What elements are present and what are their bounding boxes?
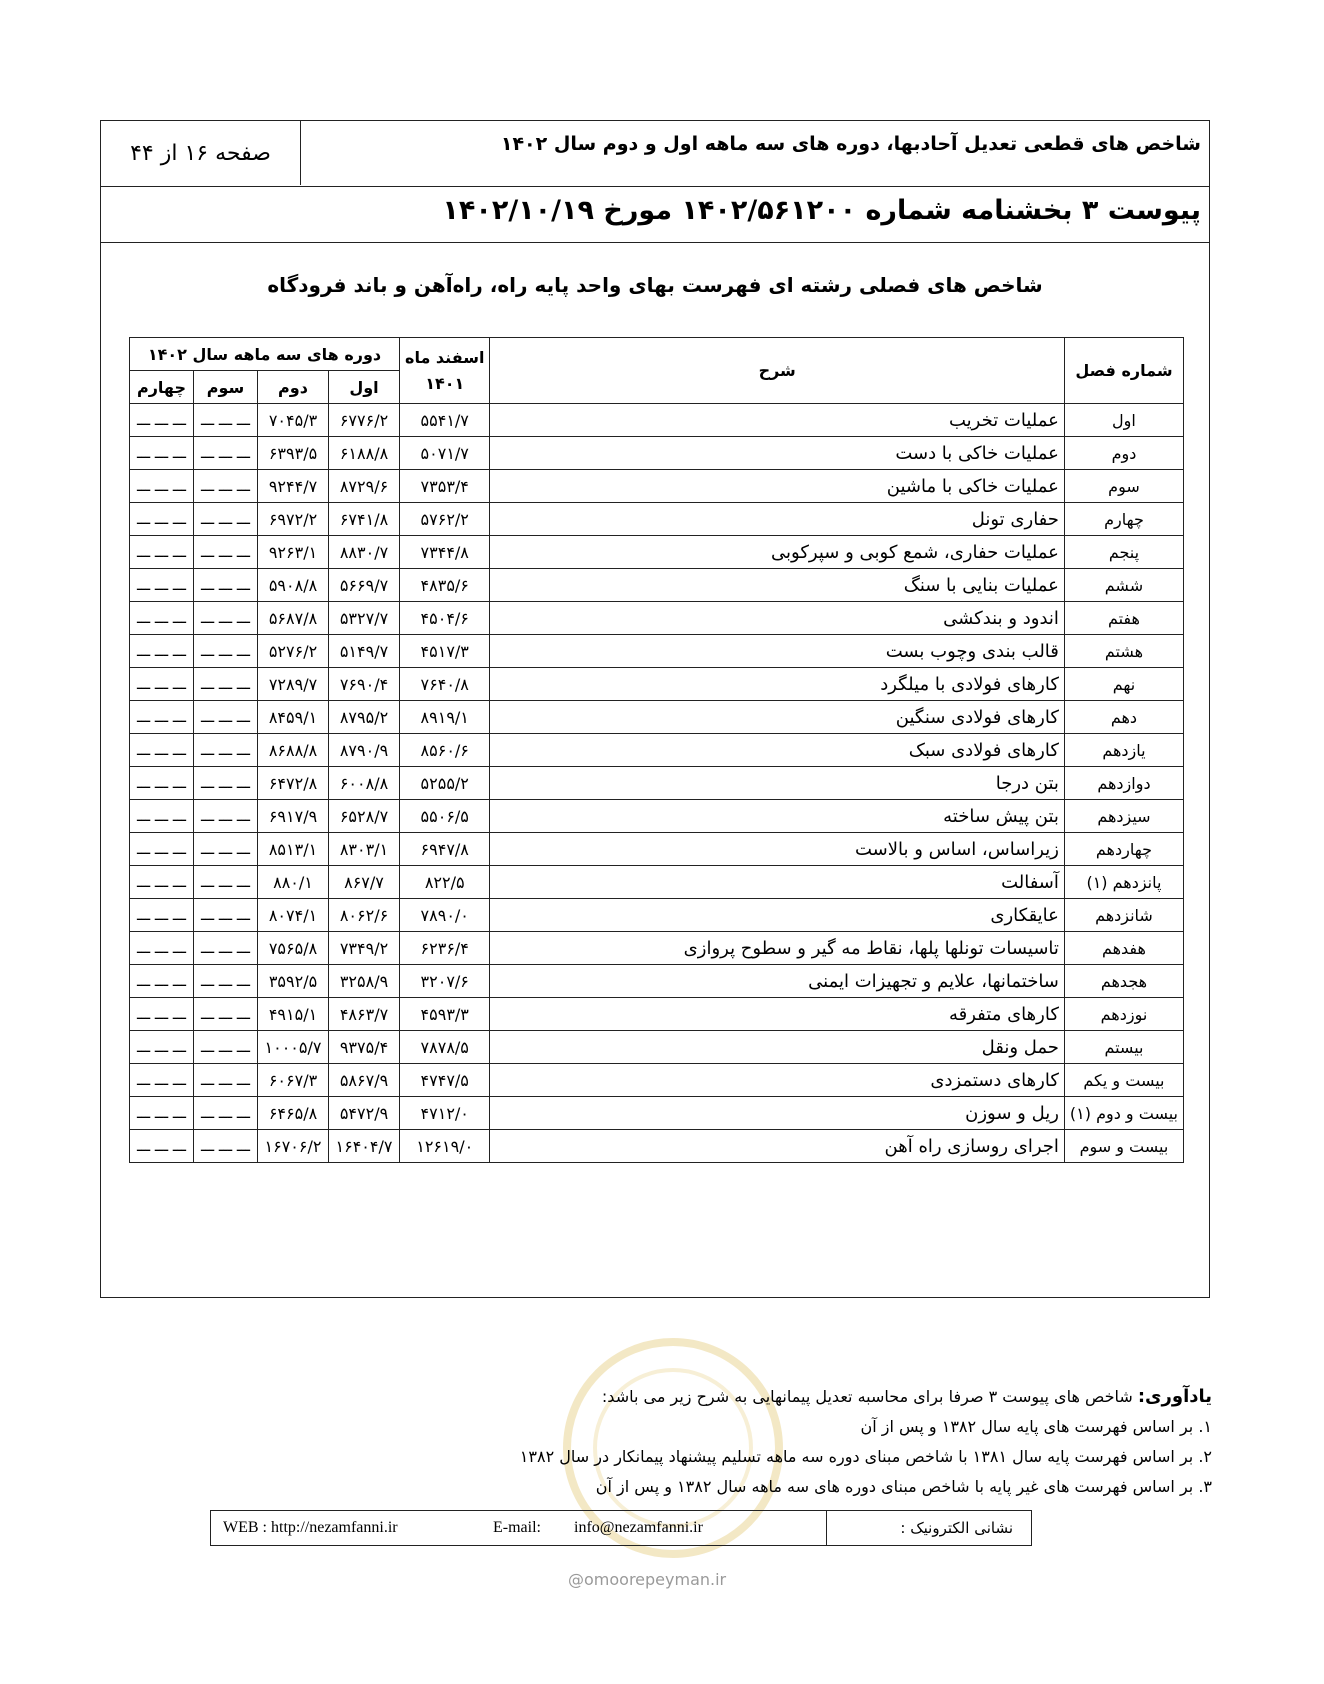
description-cell: بتن پیش ساخته (490, 800, 1064, 833)
q2-value: ۶۹۷۲/۲ (258, 503, 329, 536)
q4-value: ـــ ـــ ـــ (130, 602, 194, 635)
table-row (130, 866, 1184, 899)
q3-value: ـــ ـــ ـــ (194, 734, 258, 767)
table-row (130, 1064, 1184, 1097)
table-row (130, 1130, 1184, 1163)
chapter-cell: دوازدهم (1064, 767, 1183, 800)
esfand-value: ۵۷۶۲/۲ (400, 503, 490, 536)
q3-value: ـــ ـــ ـــ (194, 470, 258, 503)
description-cell: کارهای دستمزدی (490, 1064, 1064, 1097)
description-cell: اندود و بندکشی (490, 602, 1064, 635)
description-cell: ریل و سوزن (490, 1097, 1064, 1130)
q1-value: ۸۳۰۳/۱ (329, 833, 400, 866)
esfand-value: ۳۲۰۷/۶ (400, 965, 490, 998)
q1-value: ۶۱۸۸/۸ (329, 437, 400, 470)
q4-value: ـــ ـــ ـــ (130, 1064, 194, 1097)
q3-value: ـــ ـــ ـــ (194, 932, 258, 965)
table-row (130, 503, 1184, 536)
q3-value: ـــ ـــ ـــ (194, 437, 258, 470)
note-item-3: ۳. بر اساس فهرست های غیر پایه با شاخص مبنای دوره های سه ماهه سال ۱۳۸۲ و پس از آن (595, 1477, 1212, 1496)
esfand-value: ۶۲۳۶/۴ (400, 932, 490, 965)
col-header-q4: چهارم (130, 371, 194, 404)
description-cell: زیراساس، اساس و بالاست (490, 833, 1064, 866)
table-row (130, 701, 1184, 734)
q3-value: ـــ ـــ ـــ (194, 569, 258, 602)
q2-value: ۶۴۶۵/۸ (258, 1097, 329, 1130)
esfand-value: ۷۸۷۸/۵ (400, 1031, 490, 1064)
q2-value: ۳۵۹۲/۵ (258, 965, 329, 998)
chapter-cell: شانزدهم (1064, 899, 1183, 932)
col-header-esfand (400, 338, 490, 404)
reminder-note (520, 1382, 1212, 1502)
q4-value: ـــ ـــ ـــ (130, 866, 194, 899)
note-heading: یادآوری: (1137, 1386, 1212, 1407)
table-title: شاخص های فصلی رشته ای فهرست بهای واحد پایه راه، راه‌آهن و باند فرودگاه (267, 273, 1043, 297)
q4-value: ـــ ـــ ـــ (130, 404, 194, 437)
email-link[interactable]: info@nezamfanni.ir (574, 1519, 703, 1536)
q3-value: ـــ ـــ ـــ (194, 1064, 258, 1097)
contact-box (210, 1510, 1032, 1546)
q1-value: ۶۷۴۱/۸ (329, 503, 400, 536)
col-header-esfand-line1: اسفند ماه (405, 347, 485, 367)
q1-value: ۷۳۴۹/۲ (329, 932, 400, 965)
q2-value: ۶۹۱۷/۹ (258, 800, 329, 833)
table-row (130, 734, 1184, 767)
table-body (130, 404, 1184, 1163)
esfand-value: ۴۷۱۲/۰ (400, 1097, 490, 1130)
chapter-cell: هشتم (1064, 635, 1183, 668)
esfand-value: ۷۸۹۰/۰ (400, 899, 490, 932)
q1-value: ۶۷۷۶/۲ (329, 404, 400, 437)
q4-value: ـــ ـــ ـــ (130, 767, 194, 800)
q3-value: ـــ ـــ ـــ (194, 503, 258, 536)
page-number: صفحه ۱۶ از ۴۴ (101, 121, 301, 185)
esfand-value: ۸۵۶۰/۶ (400, 734, 490, 767)
q3-value: ـــ ـــ ـــ (194, 404, 258, 437)
q4-value: ـــ ـــ ـــ (130, 569, 194, 602)
description-cell: بتن درجا (490, 767, 1064, 800)
annex-row (101, 187, 1209, 243)
q3-value: ـــ ـــ ـــ (194, 767, 258, 800)
description-cell: عایقکاری (490, 899, 1064, 932)
chapter-cell: پانزدهم (۱) (1064, 866, 1183, 899)
q4-value: ـــ ـــ ـــ (130, 800, 194, 833)
chapter-cell: چهاردهم (1064, 833, 1183, 866)
q4-value: ـــ ـــ ـــ (130, 668, 194, 701)
q1-value: ۴۸۶۳/۷ (329, 998, 400, 1031)
q4-value: ـــ ـــ ـــ (130, 1130, 194, 1163)
note-intro: شاخص های پیوست ۳ صرفا برای محاسبه تعدیل پیمانهایی به شرح زیر می باشد: (601, 1387, 1138, 1406)
q1-value: ۸۷۹۵/۲ (329, 701, 400, 734)
q1-value: ۱۶۴۰۴/۷ (329, 1130, 400, 1163)
chapter-cell: بیست و یکم (1064, 1064, 1183, 1097)
col-header-q1: اول (329, 371, 400, 404)
q3-value: ـــ ـــ ـــ (194, 635, 258, 668)
description-cell: ساختمانها، علایم و تجهیزات ایمنی (490, 965, 1064, 998)
table-row (130, 1097, 1184, 1130)
q1-value: ۸۰۶۲/۶ (329, 899, 400, 932)
col-header-q3: سوم (194, 371, 258, 404)
col-header-quarter-group: دوره های سه ماهه سال ۱۴۰۲ (130, 338, 400, 371)
q1-value: ۷۶۹۰/۴ (329, 668, 400, 701)
table-row (130, 899, 1184, 932)
esfand-value: ۷۶۴۰/۸ (400, 668, 490, 701)
q1-value: ۵۱۴۹/۷ (329, 635, 400, 668)
description-cell: عملیات خاکی با ماشین (490, 470, 1064, 503)
q2-value: ۴۹۱۵/۱ (258, 998, 329, 1031)
q2-value: ۵۲۷۶/۲ (258, 635, 329, 668)
document-title: شاخص های قطعی تعدیل آحادبها، دوره های سه ماهه اول و دوم سال ۱۴۰۲ (500, 133, 1201, 155)
esfand-value: ۵۵۰۶/۵ (400, 800, 490, 833)
q3-value: ـــ ـــ ـــ (194, 899, 258, 932)
q2-value: ۶۰۶۷/۳ (258, 1064, 329, 1097)
q1-value: ۹۳۷۵/۴ (329, 1031, 400, 1064)
chapter-cell: دهم (1064, 701, 1183, 734)
table-row (130, 800, 1184, 833)
table-row (130, 437, 1184, 470)
q1-value: ۵۶۶۹/۷ (329, 569, 400, 602)
q2-value: ۸۶۸۸/۸ (258, 734, 329, 767)
table-row (130, 767, 1184, 800)
q3-value: ـــ ـــ ـــ (194, 536, 258, 569)
col-header-esfand-line2: ۱۴۰۱ (425, 373, 465, 393)
description-cell: کارهای متفرقه (490, 998, 1064, 1031)
q2-value: ۸۴۵۹/۱ (258, 701, 329, 734)
q3-value: ـــ ـــ ـــ (194, 833, 258, 866)
q4-value: ـــ ـــ ـــ (130, 899, 194, 932)
q3-value: ـــ ـــ ـــ (194, 965, 258, 998)
q2-value: ۸۰۷۴/۱ (258, 899, 329, 932)
chapter-cell: دوم (1064, 437, 1183, 470)
q3-value: ـــ ـــ ـــ (194, 866, 258, 899)
chapter-cell: ششم (1064, 569, 1183, 602)
esfand-value: ۴۸۳۵/۶ (400, 569, 490, 602)
esfand-value: ۸۹۱۹/۱ (400, 701, 490, 734)
esfand-value: ۷۳۵۳/۴ (400, 470, 490, 503)
q4-value: ـــ ـــ ـــ (130, 635, 194, 668)
esfand-value: ۴۵۱۷/۳ (400, 635, 490, 668)
table-row (130, 635, 1184, 668)
q4-value: ـــ ـــ ـــ (130, 932, 194, 965)
q2-value: ۶۳۹۳/۵ (258, 437, 329, 470)
chapter-cell: نهم (1064, 668, 1183, 701)
table-row (130, 998, 1184, 1031)
q1-value: ۵۳۲۷/۷ (329, 602, 400, 635)
chapter-cell: بیستم (1064, 1031, 1183, 1064)
note-intro-line (520, 1382, 1212, 1412)
q4-value: ـــ ـــ ـــ (130, 734, 194, 767)
q2-value: ۷۵۶۵/۸ (258, 932, 329, 965)
q3-value: ـــ ـــ ـــ (194, 800, 258, 833)
q1-value: ۸۶۷/۷ (329, 866, 400, 899)
chapter-cell: هفدهم (1064, 932, 1183, 965)
esfand-value: ۴۵۹۳/۳ (400, 998, 490, 1031)
q1-value: ۳۲۵۸/۹ (329, 965, 400, 998)
index-table (129, 337, 1184, 1163)
q4-value: ـــ ـــ ـــ (130, 701, 194, 734)
q3-value: ـــ ـــ ـــ (194, 602, 258, 635)
description-cell: تاسیسات تونلها پلها، نقاط مه گیر و سطوح پروازی (490, 932, 1064, 965)
q3-value: ـــ ـــ ـــ (194, 668, 258, 701)
description-cell: آسفالت (490, 866, 1064, 899)
q4-value: ـــ ـــ ـــ (130, 503, 194, 536)
note-item-1: ۱. بر اساس فهرست های پایه سال ۱۳۸۲ و پس از آن (860, 1417, 1212, 1436)
electronic-address-label: نشانی الکترونیک : (900, 1519, 1013, 1537)
esfand-value: ۱۲۶۱۹/۰ (400, 1130, 490, 1163)
table-row (130, 602, 1184, 635)
description-cell: عملیات بنایی با سنگ (490, 569, 1064, 602)
chapter-cell: نوزدهم (1064, 998, 1183, 1031)
q2-value: ۹۲۶۳/۱ (258, 536, 329, 569)
col-header-description: شرح (490, 338, 1064, 404)
q1-value: ۸۷۲۹/۶ (329, 470, 400, 503)
q3-value: ـــ ـــ ـــ (194, 1097, 258, 1130)
q2-value: ۷۰۴۵/۳ (258, 404, 329, 437)
q2-value: ۹۲۴۴/۷ (258, 470, 329, 503)
chapter-cell: بیست و سوم (1064, 1130, 1183, 1163)
email-label: E-mail: (493, 1519, 541, 1536)
q4-value: ـــ ـــ ـــ (130, 998, 194, 1031)
q4-value: ـــ ـــ ـــ (130, 437, 194, 470)
table-row (130, 965, 1184, 998)
website-link[interactable]: WEB : http://nezamfanni.ir (223, 1519, 398, 1536)
description-cell: عملیات تخریب (490, 404, 1064, 437)
q2-value: ۱۰۰۰۵/۷ (258, 1031, 329, 1064)
q4-value: ـــ ـــ ـــ (130, 1031, 194, 1064)
chapter-cell: هفتم (1064, 602, 1183, 635)
col-header-chapter: شماره فصل (1064, 338, 1183, 404)
q1-value: ۸۷۹۰/۹ (329, 734, 400, 767)
q3-value: ـــ ـــ ـــ (194, 1130, 258, 1163)
watermark: @omoorepeyman.ir (568, 1570, 727, 1589)
col-header-q2: دوم (258, 371, 329, 404)
description-cell: قالب بندی وچوب بست (490, 635, 1064, 668)
table-row (130, 668, 1184, 701)
chapter-cell: بیست و دوم (۱) (1064, 1097, 1183, 1130)
contact-divider (826, 1511, 827, 1545)
table-row (130, 536, 1184, 569)
table-row (130, 833, 1184, 866)
table-row (130, 470, 1184, 503)
esfand-value: ۵۲۵۵/۲ (400, 767, 490, 800)
q4-value: ـــ ـــ ـــ (130, 965, 194, 998)
q2-value: ۷۲۸۹/۷ (258, 668, 329, 701)
description-cell: حفاری تونل (490, 503, 1064, 536)
esfand-value: ۷۳۴۴/۸ (400, 536, 490, 569)
description-cell: اجرای روسازی راه آهن (490, 1130, 1064, 1163)
q3-value: ـــ ـــ ـــ (194, 998, 258, 1031)
table-row (130, 404, 1184, 437)
q4-value: ـــ ـــ ـــ (130, 536, 194, 569)
table-row (130, 1031, 1184, 1064)
description-cell: حمل ونقل (490, 1031, 1064, 1064)
chapter-cell: هجدهم (1064, 965, 1183, 998)
q2-value: ۸۸۰/۱ (258, 866, 329, 899)
q4-value: ـــ ـــ ـــ (130, 470, 194, 503)
esfand-value: ۵۰۷۱/۷ (400, 437, 490, 470)
q1-value: ۵۴۷۲/۹ (329, 1097, 400, 1130)
q1-value: ۶۰۰۸/۸ (329, 767, 400, 800)
description-cell: عملیات خاکی با دست (490, 437, 1064, 470)
annex-title: پیوست ۳ بخشنامه شماره ۱۴۰۲/۵۶۱۲۰۰ مورخ ۱۴۰۲/۱۰/۱۹ (442, 195, 1201, 226)
description-cell: کارهای فولادی سبک (490, 734, 1064, 767)
esfand-value: ۴۵۰۴/۶ (400, 602, 490, 635)
chapter-cell: چهارم (1064, 503, 1183, 536)
chapter-cell: اول (1064, 404, 1183, 437)
chapter-cell: پنجم (1064, 536, 1183, 569)
q4-value: ـــ ـــ ـــ (130, 833, 194, 866)
q2-value: ۱۶۷۰۶/۲ (258, 1130, 329, 1163)
chapter-cell: سوم (1064, 470, 1183, 503)
header-row (101, 121, 1209, 187)
q2-value: ۵۹۰۸/۸ (258, 569, 329, 602)
document-frame (100, 120, 1210, 1298)
q4-value: ـــ ـــ ـــ (130, 1097, 194, 1130)
q1-value: ۸۸۳۰/۷ (329, 536, 400, 569)
description-cell: کارهای فولادی سنگین (490, 701, 1064, 734)
table-row (130, 932, 1184, 965)
esfand-value: ۵۵۴۱/۷ (400, 404, 490, 437)
description-cell: عملیات حفاری، شمع کوبی و سپرکوبی (490, 536, 1064, 569)
esfand-value: ۸۲۲/۵ (400, 866, 490, 899)
chapter-cell: یازدهم (1064, 734, 1183, 767)
note-item-2: ۲. بر اساس فهرست پایه سال ۱۳۸۱ با شاخص مبنای دوره سه ماهه تسلیم پیشنهاد پیمانکار در سال ۱۳۸۲ (519, 1447, 1212, 1466)
q2-value: ۸۵۱۳/۱ (258, 833, 329, 866)
description-cell: کارهای فولادی با میلگرد (490, 668, 1064, 701)
q3-value: ـــ ـــ ـــ (194, 701, 258, 734)
q2-value: ۵۶۸۷/۸ (258, 602, 329, 635)
q3-value: ـــ ـــ ـــ (194, 1031, 258, 1064)
q1-value: ۶۵۲۸/۷ (329, 800, 400, 833)
q1-value: ۵۸۶۷/۹ (329, 1064, 400, 1097)
esfand-value: ۴۷۴۷/۵ (400, 1064, 490, 1097)
chapter-cell: سیزدهم (1064, 800, 1183, 833)
q2-value: ۶۴۷۲/۸ (258, 767, 329, 800)
table-row (130, 569, 1184, 602)
esfand-value: ۶۹۴۷/۸ (400, 833, 490, 866)
